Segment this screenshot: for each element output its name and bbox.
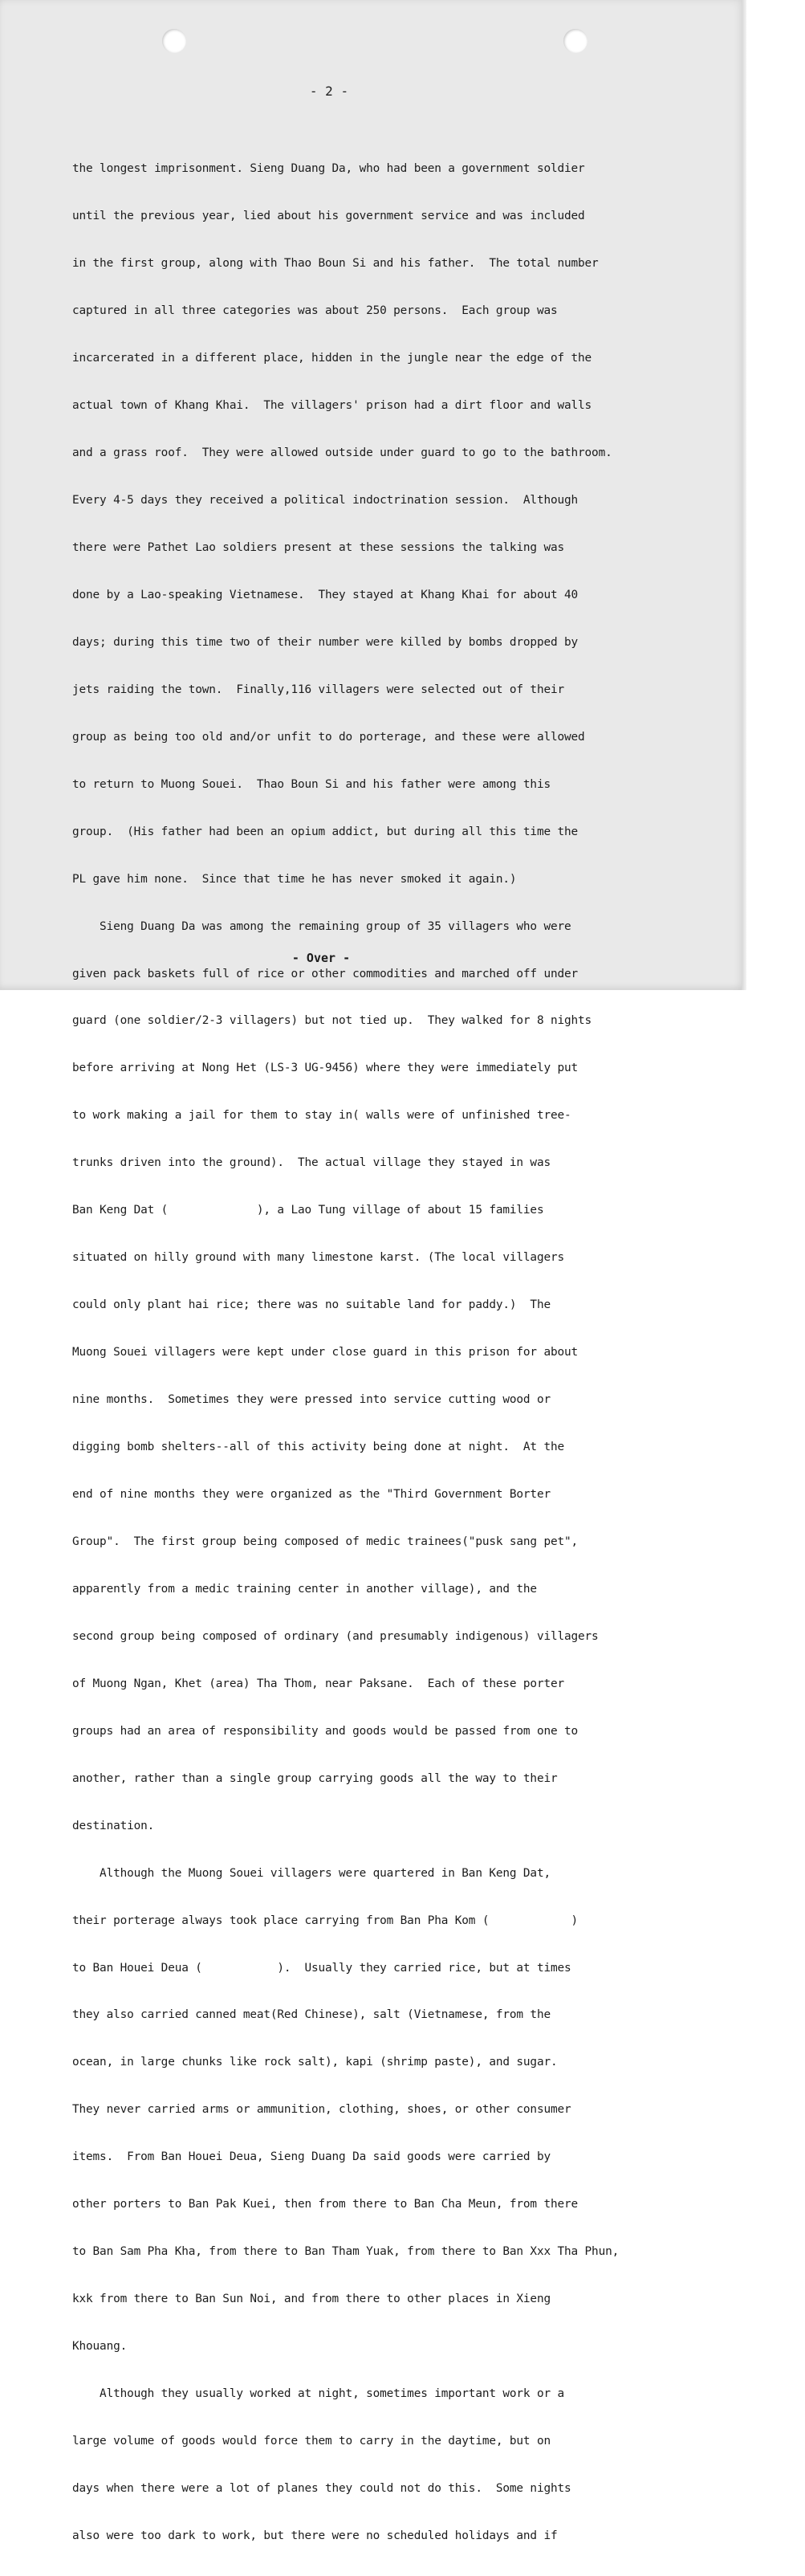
text-line: trunks driven into the ground). The actual village they stayed in was — [72, 1156, 551, 1170]
text-line: their porterage always took place carrying from Ban Pha Kom ( ) — [72, 1914, 579, 1927]
text-line: to work making a jail for them to stay in( walls were of unfinished tree- — [72, 1109, 571, 1123]
text-line: to return to Muong Souei. Thao Boun Si and his father were among this — [72, 777, 551, 791]
text-line: until the previous year, lied about his government service and was included — [72, 210, 585, 223]
text-line: also were too dark to work, but there were no scheduled holidays and if — [72, 2529, 558, 2542]
text-line: destination. — [72, 1819, 155, 1832]
text-line: guard (one soldier/2-3 villagers) but not tied up. They walked for 8 nights — [72, 1014, 592, 1028]
text-line: they also carried canned meat(Red Chinese), salt (Vietnamese, from the — [72, 2008, 551, 2022]
text-line: Group". The first group being composed of medic trainees("pusk sang pet", — [72, 1535, 579, 1548]
text-line: Although the Muong Souei villagers were quartered in Ban Keng Dat, — [72, 1866, 551, 1880]
text-line: in the first group, along with Thao Boun Si and his father. The total number — [72, 257, 599, 271]
text-line: situated on hilly ground with many limestone karst. (The local villagers — [72, 1251, 565, 1265]
text-line: another, rather than a single group carrying goods all the way to their — [72, 1771, 558, 1785]
text-line: days; during this time two of their number were killed by bombs dropped by — [72, 635, 579, 649]
page-footer: - Over - — [291, 951, 351, 965]
text-line: could only plant hai rice; there was no suitable land for paddy.) The — [72, 1298, 551, 1312]
typed-body-text — [72, 130, 714, 2576]
page-edge — [742, 0, 746, 990]
text-line: group as being too old and/or unfit to do porterage, and these were allowed — [72, 730, 585, 744]
text-line: Muong Souei villagers were kept under close guard in this prison for about — [72, 1346, 579, 1359]
text-line: other porters to Ban Pak Kuei, then from there to Ban Cha Meun, from there — [72, 2198, 579, 2211]
text-line: digging bomb shelters--all of this activity being done at night. At the — [72, 1441, 565, 1454]
text-line: the longest imprisonment. Sieng Duang Da, who had been a government soldier — [72, 162, 585, 176]
text-line: to Ban Houei Deua ( ). Usually they carried rice, but at times — [72, 1961, 571, 1975]
text-line: PL gave him none. Since that time he has never smoked it again.) — [72, 872, 517, 886]
text-line: apparently from a medic training center in another village), and the — [72, 1582, 537, 1596]
punch-hole-right — [563, 29, 587, 53]
text-line: of Muong Ngan, Khet (area) Tha Thom, near Paksane. Each of these porter — [72, 1677, 565, 1690]
text-line: groups had an area of responsibility and goods would be passed from one to — [72, 1724, 579, 1738]
text-line: captured in all three categories was about 250 persons. Each group was — [72, 304, 558, 318]
text-line: Sieng Duang Da was among the remaining group of 35 villagers who were — [72, 919, 571, 933]
text-line: before arriving at Nong Het (LS-3 UG-9456) where they were immediately put — [72, 1062, 579, 1075]
punch-hole-left — [162, 29, 186, 53]
text-line: Khouang. — [72, 2340, 128, 2354]
text-line: ocean, in large chunks like rock salt), kapi (shrimp paste), and sugar. — [72, 2056, 558, 2069]
text-line: Every 4-5 days they received a political indoctrination session. Although — [72, 493, 579, 507]
text-line: given pack baskets full of rice or other commodities and marched off under — [72, 967, 579, 980]
text-line: incarcerated in a different place, hidden in the jungle near the edge of the — [72, 352, 592, 365]
text-line: days when there were a lot of planes they could not do this. Some nights — [72, 2482, 571, 2496]
text-line: there were Pathet Lao soldiers present at these sessions the talking was — [72, 540, 565, 554]
page-number: - 2 - — [309, 84, 349, 99]
text-line: They never carried arms or ammunition, clothing, shoes, or other consumer — [72, 2103, 571, 2117]
text-line: actual town of Khang Khai. The villagers' prison had a dirt floor and walls — [72, 399, 592, 413]
text-line: items. From Ban Houei Deua, Sieng Duang Da said goods were carried by — [72, 2150, 551, 2164]
text-line: to Ban Sam Pha Kha, from there to Ban Tham Yuak, from there to Ban Xxx Tha Phun, — [72, 2245, 620, 2259]
text-line: nine months. Sometimes they were pressed into service cutting wood or — [72, 1393, 551, 1407]
text-line: jets raiding the town. Finally,116 villagers were selected out of their — [72, 683, 565, 696]
text-line: second group being composed of ordinary (and presumably indigenous) villagers — [72, 1629, 599, 1643]
text-line: kxk from there to Ban Sun Noi, and from there to other places in Xieng — [72, 2293, 551, 2306]
text-line: large volume of goods would force them to carry in the daytime, but on — [72, 2435, 551, 2448]
text-line: Although they usually worked at night, sometimes important work or a — [72, 2387, 565, 2401]
text-line: Ban Keng Dat ( ), a Lao Tung village of about 15 families — [72, 1204, 544, 1217]
text-line: and a grass roof. They were allowed outside under guard to go to the bathroom. — [72, 446, 612, 460]
text-line: done by a Lao-speaking Vietnamese. They stayed at Khang Khai for about 40 — [72, 588, 579, 601]
text-line: end of nine months they were organized as the "Third Government Borter — [72, 1488, 551, 1501]
text-line: group. (His father had been an opium addict, but during all this time the — [72, 825, 579, 838]
